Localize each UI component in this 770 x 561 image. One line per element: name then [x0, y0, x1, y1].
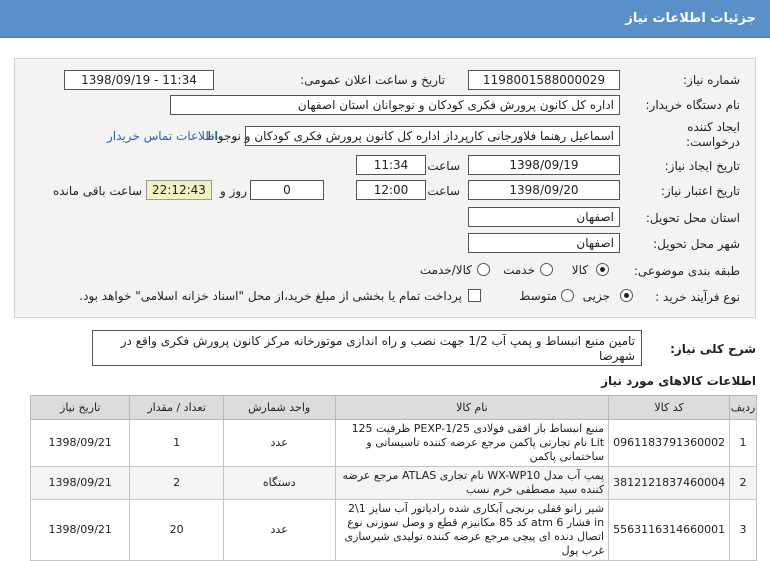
item-unit: عدد: [223, 420, 335, 467]
treasury-payment-checkbox[interactable]: [468, 289, 481, 302]
table-row[interactable]: [31, 500, 757, 561]
table-row[interactable]: [31, 420, 757, 467]
creator-label-2: درخواست:: [686, 135, 740, 149]
announce-field[interactable]: 1398/09/19 - 11:34: [64, 70, 214, 90]
create-date-label: تاریخ ایجاد نیاز:: [664, 159, 740, 173]
item-code: 0961183791360002: [609, 420, 730, 467]
item-name: شیر زانو قفلی برنجی آبکاری شده رادیاتور آب سایز 1\2 in فشار 6 atm کد 85 مکانیزم قطع و وصل سوزنی نوع اتصال دنده ای پیچی مرجع عرضه کننده تولیدی شیرسازی غرب پول: [335, 500, 608, 561]
item-name: پمپ آب مدل WX-WP10 نام تجاری ATLAS مرجع عرضه کننده سید مصطفی خرم نسب: [335, 467, 608, 500]
col-item-code: کد کالا: [609, 396, 730, 420]
category-option-goods-service: کالا/خدمت: [419, 263, 472, 277]
province-label: استان محل تحویل:: [645, 211, 740, 225]
item-unit: عدد: [223, 500, 335, 561]
col-row-number: ردیف: [730, 396, 757, 420]
table-row[interactable]: [31, 467, 757, 500]
item-code: 3812121837460004: [609, 467, 730, 500]
category-radio-goods[interactable]: [596, 263, 609, 276]
remaining-label: ساعت باقی مانده: [52, 184, 142, 198]
remaining-days-field[interactable]: 0: [250, 180, 324, 200]
create-time-field[interactable]: 11:34: [356, 155, 426, 175]
items-table: [30, 395, 757, 561]
need-number-field[interactable]: 1198001588000029: [468, 70, 620, 90]
buyer-label: نام دستگاه خریدار:: [645, 98, 740, 112]
contact-info-link[interactable]: اطلاعات تماس خریدار: [107, 129, 219, 143]
validity-time-label: ساعت: [427, 184, 460, 198]
col-unit: واحد شمارش: [223, 396, 335, 420]
creator-label: ایجاد کننده: [687, 120, 740, 134]
remaining-time-field: 22:12:43: [146, 180, 212, 200]
item-need-date: 1398/09/21: [31, 500, 130, 561]
items-table-header: [31, 396, 757, 420]
validity-date-field[interactable]: 1398/09/20: [468, 180, 620, 200]
days-label: روز و: [220, 184, 247, 198]
province-field[interactable]: اصفهان: [468, 207, 620, 227]
item-need-date: 1398/09/21: [31, 420, 130, 467]
item-code: 5563116314660001: [609, 500, 730, 561]
page-title: جزئیات اطلاعات نیاز: [625, 11, 756, 26]
item-unit: دستگاه: [223, 467, 335, 500]
need-number-label: شماره نیاز:: [683, 73, 740, 87]
item-quantity: 20: [130, 500, 223, 561]
category-radio-goods-service[interactable]: [477, 263, 490, 276]
category-option-service: خدمت: [503, 263, 535, 277]
category-radio-service[interactable]: [540, 263, 553, 276]
description-label: شرح کلی نیاز:: [670, 342, 756, 356]
buyer-field[interactable]: اداره کل کانون پرورش فکری کودکان و نوجوانان استان اصفهان: [170, 95, 620, 115]
row-number: 1: [730, 420, 757, 467]
create-date-field[interactable]: 1398/09/19: [468, 155, 620, 175]
city-field[interactable]: اصفهان: [468, 233, 620, 253]
item-name: منبع انبساط باز افقی فولادی PEXP-1/25 ظرفیت 125 Lit نام تجارتی پاکمن مرجع عرضه کننده تاسیساتی و ساختمانی پاکمن: [335, 420, 608, 467]
treasury-payment-note: پرداخت تمام یا بخشی از مبلغ خرید،از محل "اسناد خزانه اسلامی" خواهد بود.: [79, 289, 462, 303]
process-option-minor: جزیی: [582, 289, 610, 303]
category-option-goods: کالا: [571, 263, 588, 277]
process-radio-medium[interactable]: [561, 289, 574, 302]
page-header: [0, 0, 770, 38]
validity-date-label: تاریخ اعتبار نیاز:: [660, 184, 740, 198]
row-number: 2: [730, 467, 757, 500]
item-quantity: 2: [130, 467, 223, 500]
city-label: شهر محل تحویل:: [653, 237, 740, 251]
item-quantity: 1: [130, 420, 223, 467]
col-quantity: تعداد / مقدار: [130, 396, 223, 420]
process-option-medium: متوسط: [519, 289, 557, 303]
col-item-name: نام کالا: [335, 396, 608, 420]
announce-label: تاریخ و ساعت اعلان عمومی:: [300, 73, 445, 87]
process-label: نوع فرآیند خرید :: [655, 290, 740, 304]
item-need-date: 1398/09/21: [31, 467, 130, 500]
process-radio-minor[interactable]: [620, 289, 633, 302]
description-box: تامین منبع انبساط و پمپ آب 1/2 جهت نصب و راه اندازی موتورخانه مرکز کانون پرورش فکری واقع در شهرضا: [92, 330, 642, 366]
col-need-date: تاریخ نیاز: [31, 396, 130, 420]
row-number: 3: [730, 500, 757, 561]
items-section-title: اطلاعات کالاهای مورد نیاز: [601, 374, 756, 388]
category-label: طبقه بندی موضوعی:: [633, 264, 740, 278]
creator-field[interactable]: اسماعیل رهنما فلاورجانی کارپرداز اداره کل کانون پرورش فکری کودکان و نوجوانا: [245, 126, 620, 146]
validity-time-field[interactable]: 12:00: [356, 180, 426, 200]
create-time-label: ساعت: [427, 159, 460, 173]
